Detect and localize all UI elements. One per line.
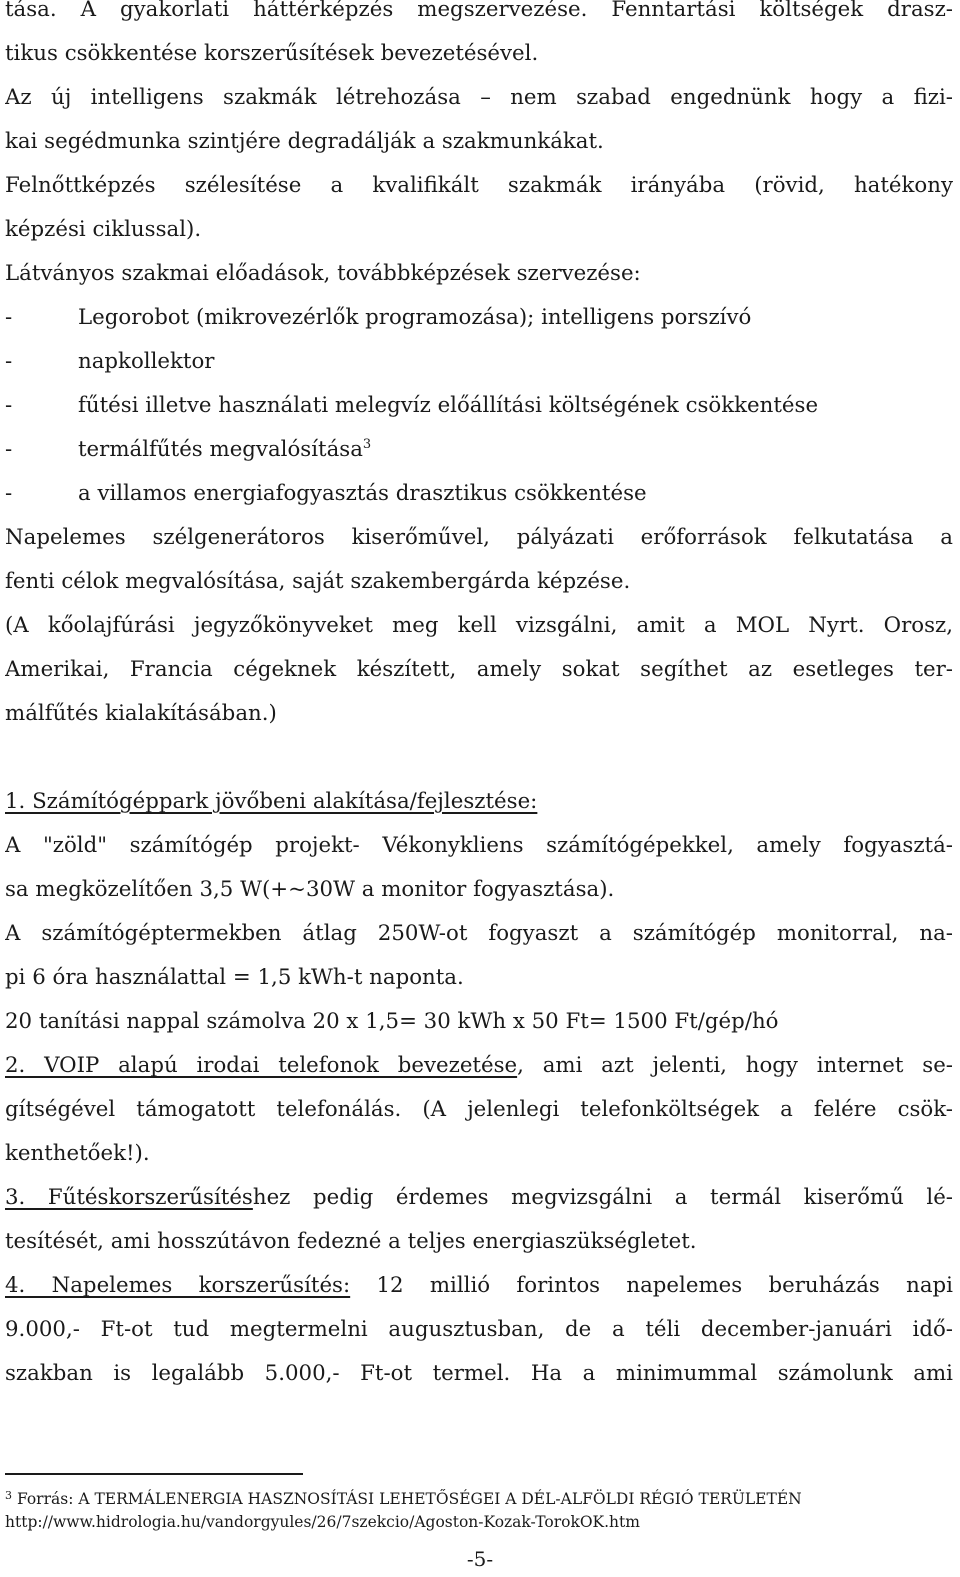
list-item-text: termálfűtés megvalósítása [78,437,363,462]
text-line: Napelemes szélgenerátoros kiserőművel, pályázati erőforrások felkutatása a [5,525,953,550]
list-item [5,296,953,340]
text-line: (A kőolajfúrási jegyzőkönyveket meg kell vizsgálni, amit a MOL Nyrt. Orosz, [5,613,953,638]
text-line: kenthetőek!). [5,1141,150,1166]
text-line: Felnőttképzés szélesítése a kvalifikált szakmák irányába (rövid, hatékony [5,173,953,198]
footnote-source: Forrás: A TERMÁLENERGIA HASZNOSÍTÁSI LEHETŐSÉGEI A DÉL-ALFÖLDI RÉGIÓ TERÜLETÉN [16,1490,802,1508]
list-item-text: napkollektor [78,349,215,374]
list-item-text: a villamos energiafogyasztás drasztikus csökkentése [78,481,647,506]
section-3-heading: 3. Fűtéskorszerűsítés [5,1185,253,1210]
footnote-url[interactable]: http://www.hidrologia.hu/vandorgyules/26/7szekcio/Agoston-Kozak-TorokOK.htm [5,1513,640,1531]
list-item [5,428,953,472]
page-number: -5- [466,1547,494,1571]
section-3-line [5,1176,953,1220]
list-dash: - [5,393,13,418]
footnote-separator [5,1473,303,1475]
text-line: Az új intelligens szakmák létrehozása – nem szabad engednünk hogy a fizi- [5,85,953,110]
text-line: málfűtés kialakításában.) [5,701,277,726]
text-line: Látványos szakmai előadások, továbbképzések szervezése: [5,261,641,286]
text-line: A "zöld" számítógép projekt- Vékonykliens számítógépekkel, amely fogyasztá- [5,833,953,858]
footnote-number: 3 [5,1489,12,1502]
section-2-heading: 2. VOIP alapú irodai telefonok bevezetése [5,1053,518,1078]
footnote-reference[interactable]: 3 [362,437,372,452]
section-2-text: , ami azt jelenti, hogy internet se- [517,1053,953,1078]
text-line: gítségével támogatott telefonálás. (A jelenlegi telefonköltségek a felére csök- [5,1097,953,1122]
list-item [5,472,953,516]
section-4-heading: 4. Napelemes korszerűsítés: [5,1273,351,1298]
list-dash: - [5,481,13,506]
list-item [5,384,953,428]
list-item-text: fűtési illetve használati melegvíz előállítási költségének csökkentése [78,393,819,418]
text-line: 20 tanítási nappal számolva 20 x 1,5= 30 kWh x 50 Ft= 1500 Ft/gép/hó [5,1009,779,1034]
list-dash: - [5,437,13,462]
list-dash: - [5,305,13,330]
text-line: pi 6 óra használattal = 1,5 kWh-t naponta. [5,965,464,990]
text-line: 9.000,- Ft-ot tud megtermelni augusztusban, de a téli december-januári idő- [5,1317,953,1342]
section-3-text: hez pedig érdemes megvizsgálni a termál kiserőmű lé- [252,1185,953,1210]
list-dash: - [5,349,13,374]
text-line: kai segédmunka szintjére degradálják a szakmunkákat. [5,129,604,154]
section-4-text: 12 millió forintos napelemes beruházás napi [350,1273,953,1298]
footnote-text [5,1488,955,1510]
text-line: szakban is legalább 5.000,- Ft-ot termel. Ha a minimummal számolunk ami [5,1361,953,1386]
text-line: tesítését, ami hosszútávon fedezné a teljes energiaszükségletet. [5,1229,697,1254]
list-item [5,340,953,384]
text-line: tikus csökkentése korszerűsítések bevezetésével. [5,41,539,66]
section-4-line [5,1264,953,1308]
text-line: sa megközelítően 3,5 W(+~30W a monitor fogyasztása). [5,877,615,902]
section-2-line [5,1044,953,1088]
text-line: Amerikai, Francia cégeknek készített, amely sokat segíthet az esetleges ter- [5,657,953,682]
text-line: fenti célok megvalósítása, saját szakembergárda képzése. [5,569,631,594]
list-item-text: Legorobot (mikrovezérlők programozása); intelligens porszívó [78,305,752,330]
text-line: tása. A gyakorlati háttérképzés megszervezése. Fenntartási költségek drasz- [5,0,953,22]
section-1-heading: 1. Számítógéppark jövőbeni alakítása/fejlesztése: [5,789,538,814]
text-line: A számítógéptermekben átlag 250W-ot fogyaszt a számítógép monitorral, na- [5,921,953,946]
section-heading [5,780,953,824]
text-line: képzési ciklussal). [5,217,202,242]
